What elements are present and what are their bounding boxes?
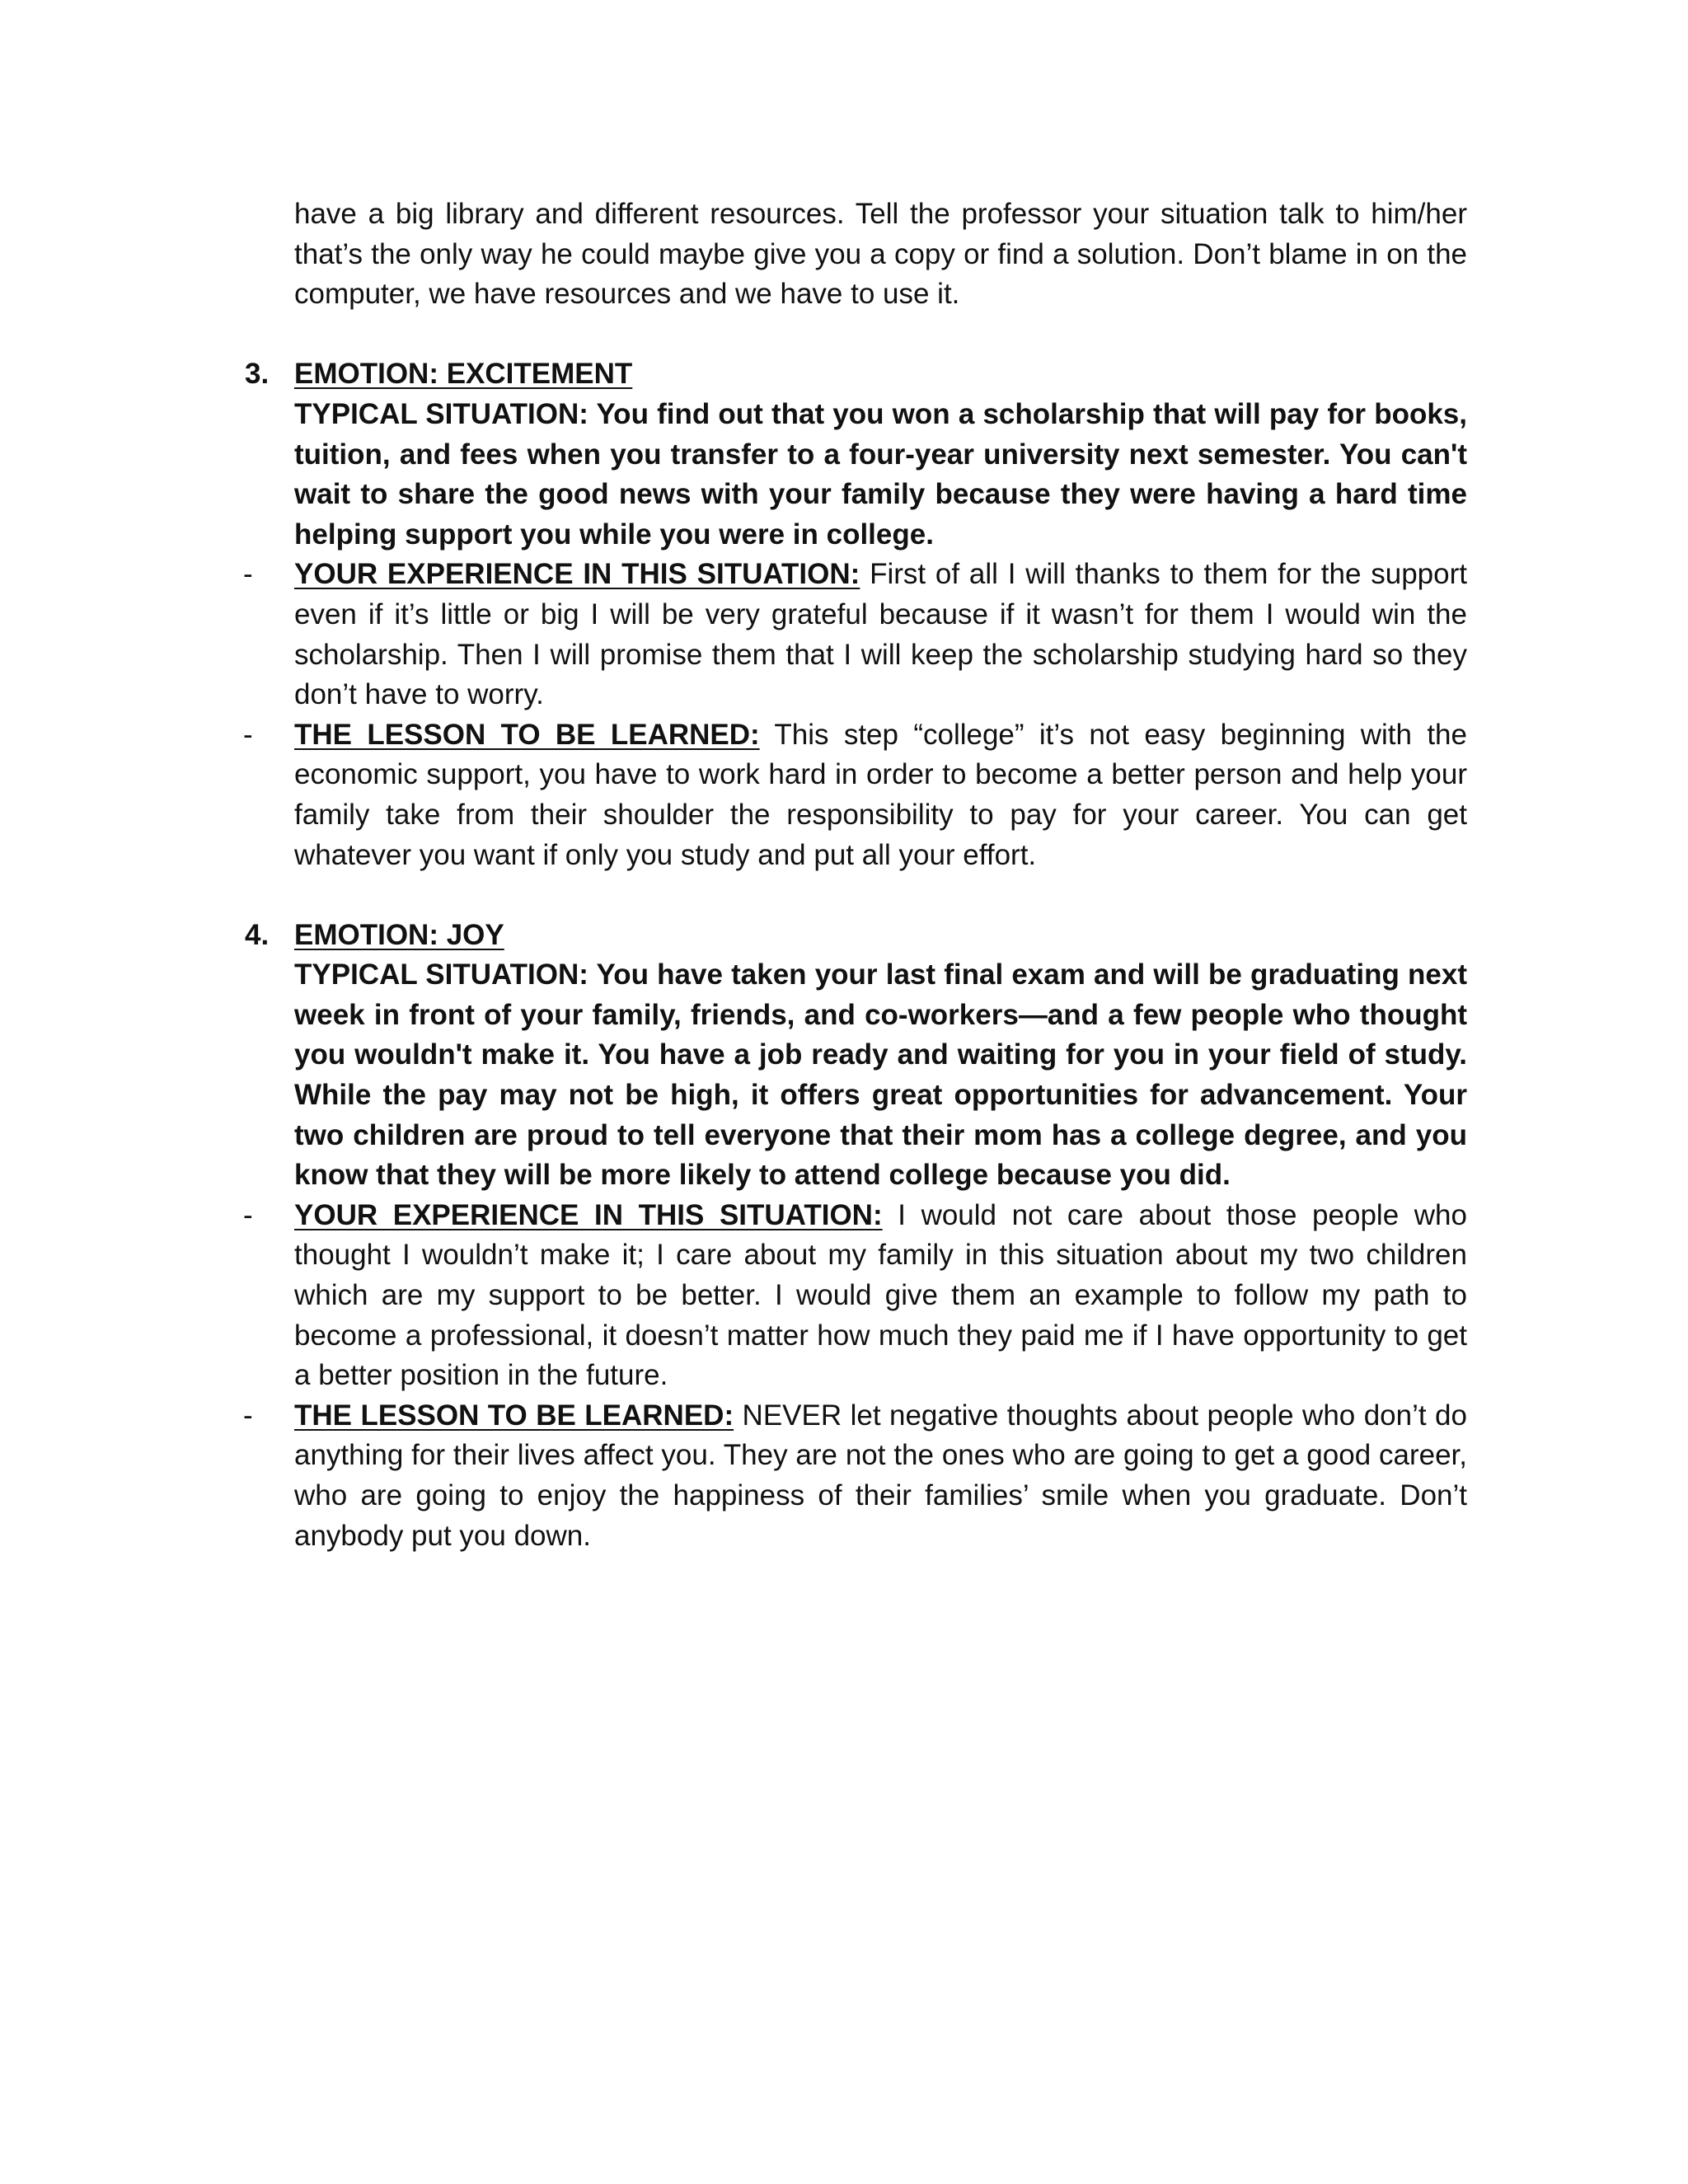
bullet-label: THE LESSON TO BE LEARNED:	[294, 1399, 734, 1432]
spacer	[294, 315, 1467, 355]
page-content	[243, 194, 1467, 1556]
bullet-label: YOUR EXPERIENCE IN THIS SITUATION:	[294, 558, 860, 591]
bullet-marker: -	[243, 718, 253, 751]
bullet-text: NEVER let negative thoughts about people who don’t do anything for their lives affect you. They are not the ones who are going to get a good career, who are going to enjoy the happiness of their families’ smile when you graduate. Don’t anybody put you down.	[294, 1399, 1467, 1552]
bullet-item	[243, 715, 1467, 875]
bullet-marker: -	[243, 558, 253, 591]
typical-situation: TYPICAL SITUATION: You find out that you won a scholarship that will pay for books, tuition, and fees when you transfer to a four-year university next semester. You can't wait to share the good news with your family because they were having a hard time helping support you while you were in college.	[294, 397, 1467, 551]
bullet-text: I would not care about those people who thought I wouldn’t make it; I care about my family in this situation about my two children which are my support to be better. I would give them an example to follow my path to become a professional, it doesn’t matter how much they paid me if I have opportunity to get a better position in the future.	[294, 1198, 1467, 1392]
bullet-text: First of all I will thanks to them for the support even if it’s little or big I will be very grateful because if it wasn’t for them I would win the scholarship. Then I will promise them that I will keep the scholarship studying hard so they don’t have to worry.	[294, 558, 1467, 711]
bullet-paragraph	[294, 555, 1467, 715]
bullet-paragraph	[294, 1396, 1467, 1556]
bullet-label: THE LESSON TO BE LEARNED:	[294, 718, 760, 751]
bullet-paragraph	[294, 715, 1467, 875]
section-heading: EMOTION: EXCITEMENT	[294, 358, 633, 391]
bullet-label: YOUR EXPERIENCE IN THIS SITUATION:	[294, 1198, 883, 1231]
bullet-marker: -	[243, 1198, 253, 1231]
spacer	[294, 875, 1467, 916]
section-heading: EMOTION: JOY	[294, 918, 504, 951]
continuation-paragraph: have a big library and different resources. Tell the professor your situation talk to him/her that’s the only way he could maybe give you a copy or find a solution. Don’t blame in on the computer, we have resources and we have to use it.	[294, 198, 1467, 311]
bullet-item	[243, 555, 1467, 715]
section-number: 4.	[245, 918, 270, 951]
bullet-item	[243, 1196, 1467, 1396]
section-3-heading-block	[245, 354, 1467, 395]
bullet-marker: -	[243, 1399, 253, 1432]
bullet-text: This step “college” it’s not easy beginning with the economic support, you have to work hard in order to become a better person and help your family take from their shoulder the responsibility to pay for your career. You can get whatever you want if only you study and put all your effort.	[294, 718, 1467, 871]
section-number: 3.	[245, 358, 270, 391]
bullet-paragraph	[294, 1196, 1467, 1396]
section-4-heading-block	[245, 916, 1467, 956]
typical-situation: TYPICAL SITUATION: You have taken your last final exam and will be graduating next week in front of your family, friends, and co-workers—and a few people who thought you wouldn't make it. You have a job ready and waiting for you in your field of study. While the pay may not be high, it offers great opportunities for advancement. Your two children are proud to tell everyone that their mom has a college degree, and you know that they will be more likely to attend college because you did.	[294, 958, 1467, 1192]
bullet-item	[243, 1396, 1467, 1556]
